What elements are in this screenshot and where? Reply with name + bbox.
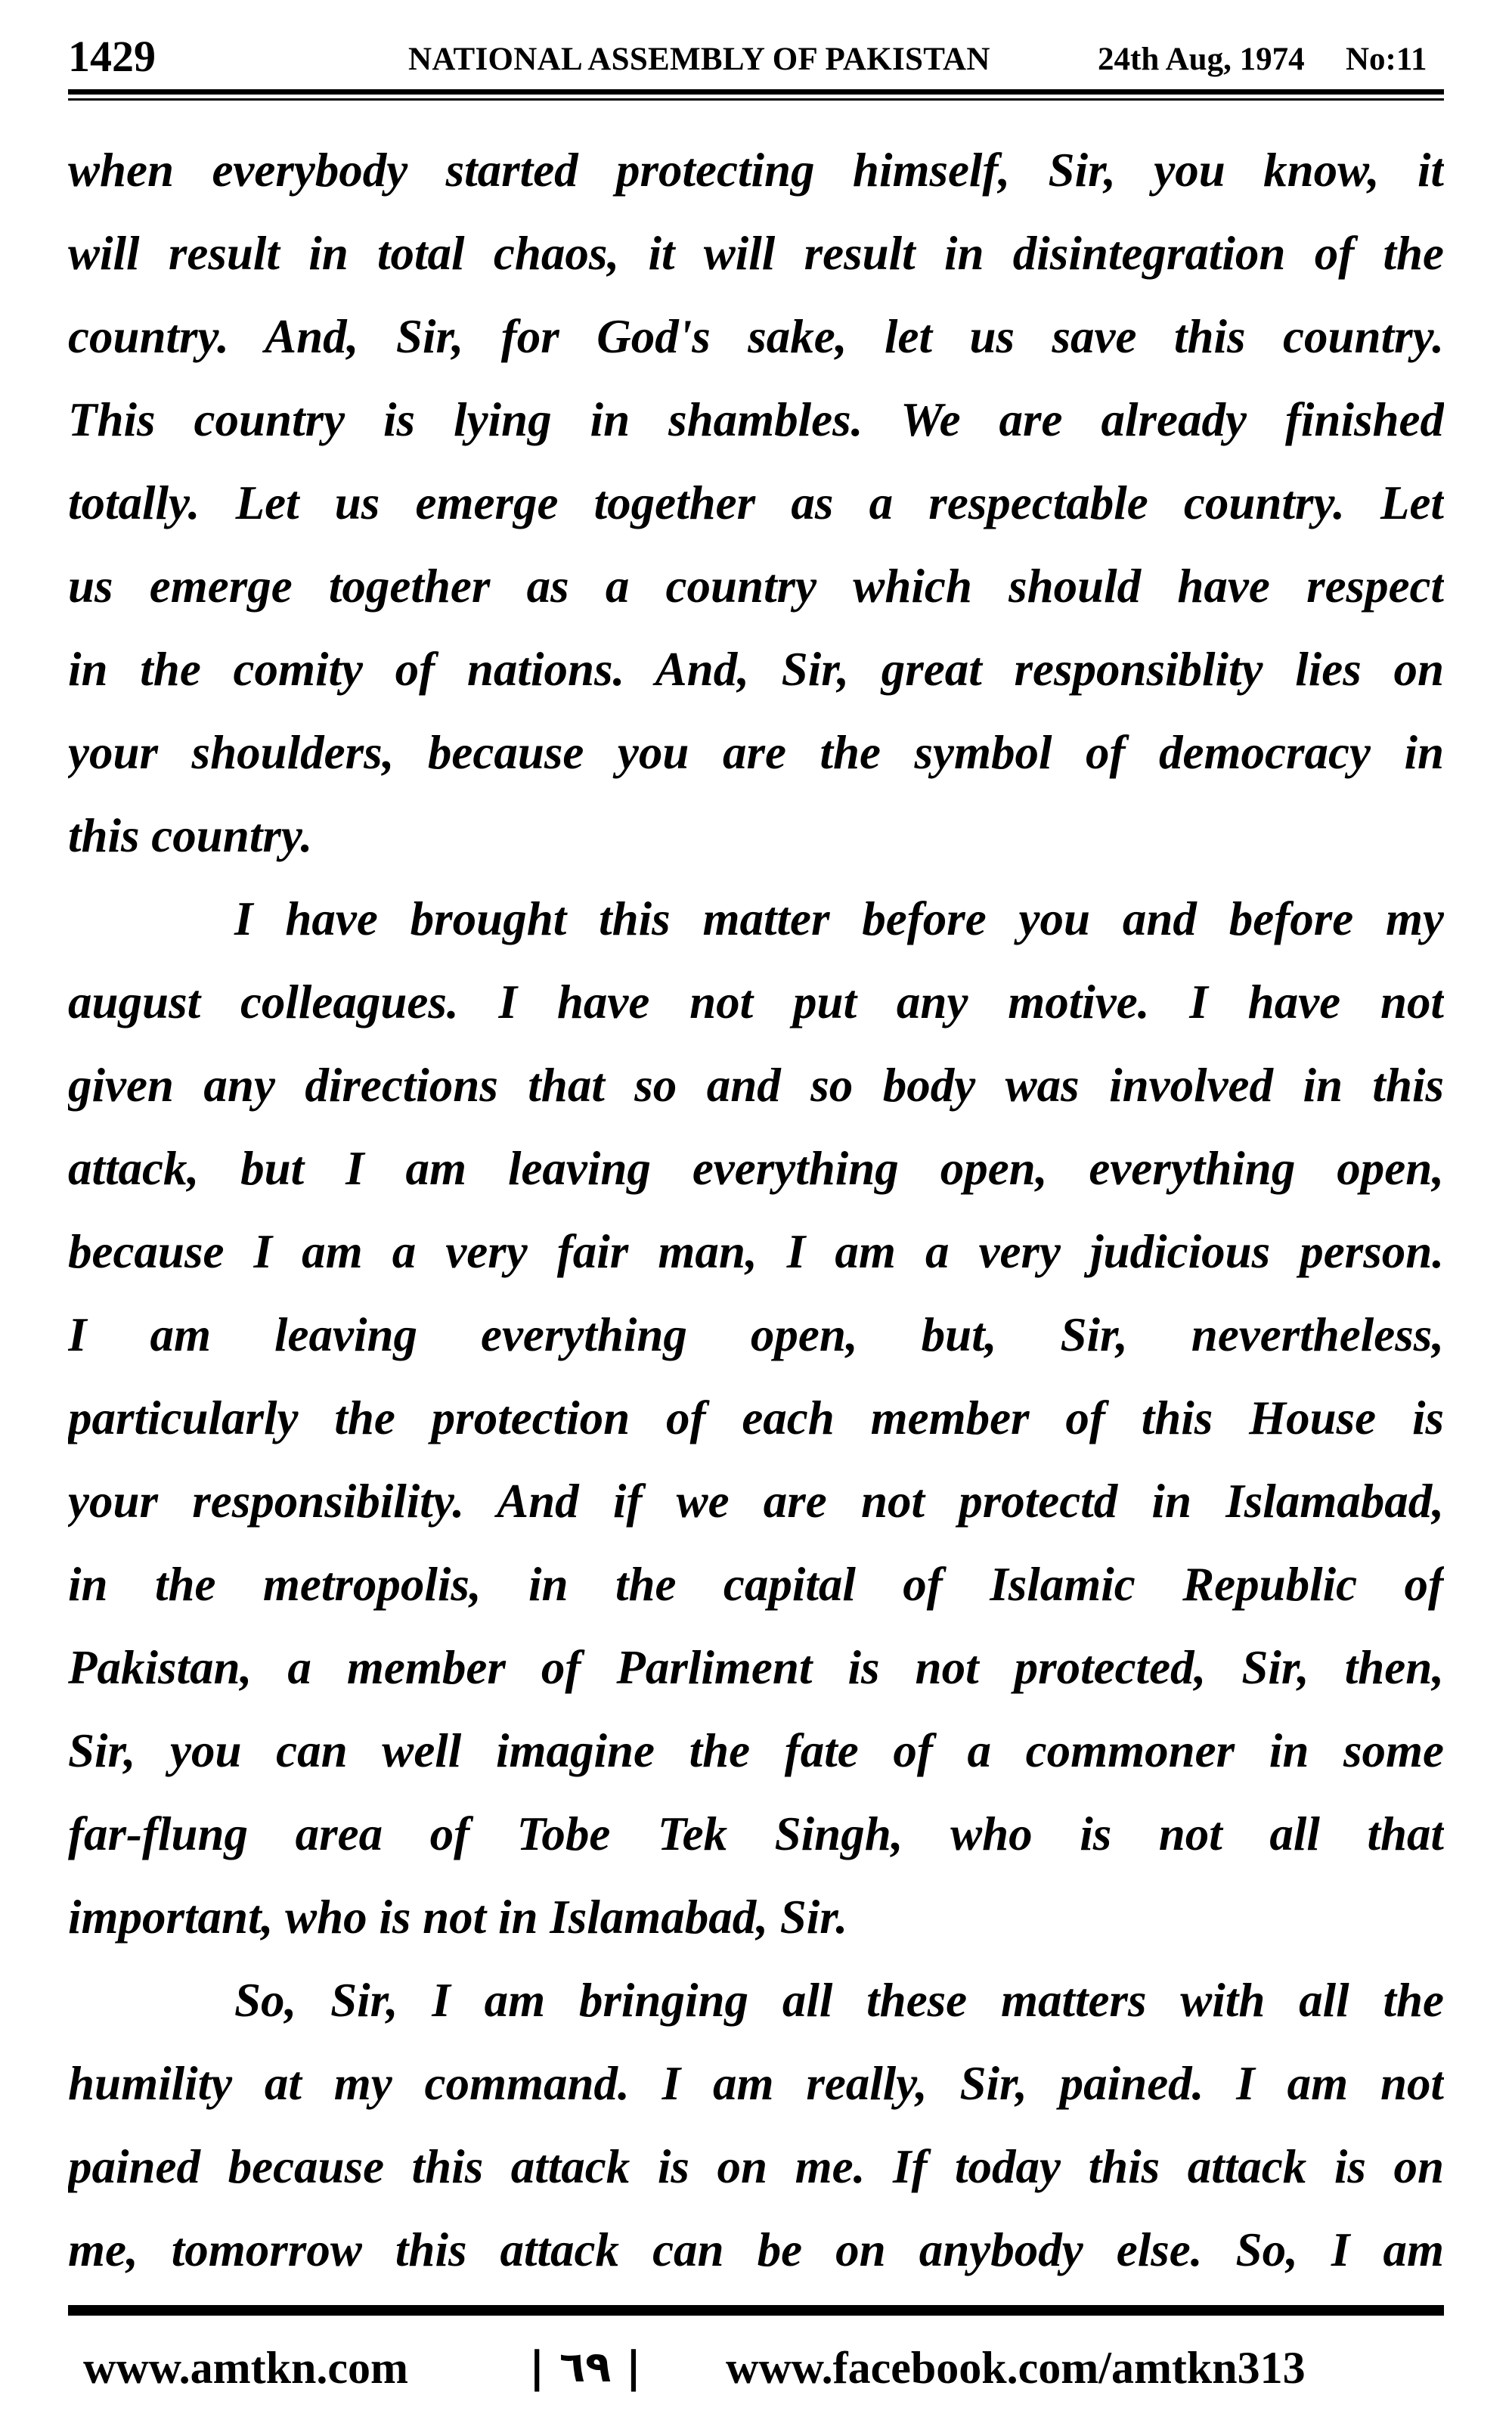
text-line: country. And, Sir, for God's sake, let us save this country. [68, 310, 1444, 363]
speech-text [68, 129, 1444, 2291]
paragraph-start-line: So, Sir, I am bringing all these matters with all the [234, 1974, 1444, 2027]
text-line: attack, but I am leaving everything open, everything open, [68, 1142, 1444, 1195]
session-date: 24th Aug, 1974 [1098, 42, 1305, 77]
text-line: your shoulders, because you are the symbol of democracy in [68, 726, 1444, 779]
header-rule-thin [68, 98, 1444, 101]
issue-number: No:11 [1346, 42, 1427, 77]
page-number: 1429 [68, 32, 156, 81]
header-rule-thick [68, 89, 1444, 95]
text-line: Sir, you can well imagine the fate of a commoner in some [68, 1724, 1444, 1777]
text-line: far-flung area of Tobe Tek Singh, who is not all that [68, 1807, 1444, 1860]
text-line: this country. [68, 809, 313, 862]
text-line: in the comity of nations. And, Sir, great responsiblity lies on [68, 643, 1444, 696]
text-line: because I am a very fair man, I am a very judicious person. [68, 1225, 1444, 1278]
text-line: pained because this attack is on me. If today this attack is on [68, 2140, 1444, 2193]
text-line: important, who is not in Islamabad, Sir. [68, 1891, 848, 1944]
paragraph-start-line: I have brought this matter before you and before my [234, 892, 1444, 945]
website-link: www.amtkn.com [83, 2343, 408, 2393]
text-line: august colleagues. I have not put any motive. I have not [68, 976, 1444, 1028]
text-line: your responsibility. And if we are not protectd in Islamabad, [68, 1475, 1444, 1528]
page-footer [0, 2334, 1512, 2402]
text-line: in the metropolis, in the capital of Islamic Republic of [68, 1558, 1444, 1611]
text-line: totally. Let us emerge together as a respectable country. Let [68, 476, 1444, 529]
text-line: This country is lying in shambles. We are already finished [68, 393, 1444, 446]
page-header [0, 30, 1512, 83]
text-line: when everybody started protecting himself, Sir, you know, it [68, 144, 1444, 197]
text-line: Pakistan, a member of Parliment is not protected, Sir, then, [68, 1641, 1444, 1694]
text-line: given any directions that so and so body was involved in this [68, 1059, 1444, 1112]
text-line: particularly the protection of each member of this House is [68, 1392, 1444, 1444]
assembly-name: NATIONAL ASSEMBLY OF PAKISTAN [408, 42, 990, 77]
footer-page-marker: | ٦٩ | [529, 2343, 642, 2392]
text-line: humility at my command. I am really, Sir, pained. I am not [68, 2057, 1444, 2110]
text-line: us emerge together as a country which should have respect [68, 560, 1444, 613]
footer-rule [68, 2305, 1444, 2316]
text-line: I am leaving everything open, but, Sir, nevertheless, [68, 1308, 1444, 1361]
facebook-link: www.facebook.com/amtkn313 [726, 2343, 1306, 2393]
text-line: me, tomorrow this attack can be on anybody else. So, I am [68, 2223, 1444, 2276]
text-line: will result in total chaos, it will result in disintegration of the [68, 227, 1444, 280]
